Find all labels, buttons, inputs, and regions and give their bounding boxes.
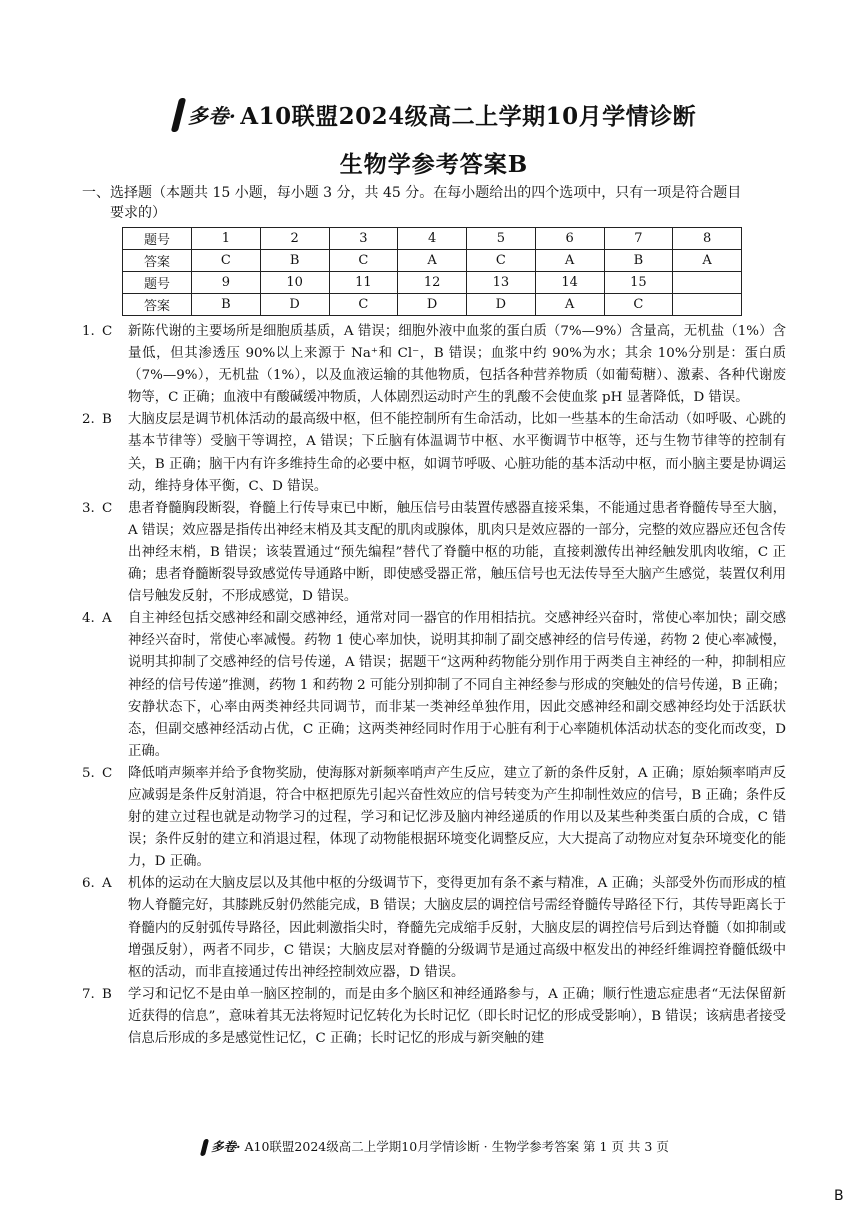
table-cell: 4 [398, 228, 467, 250]
list-item [82, 498, 786, 608]
item-explanation: 大脑皮层是调节机体活动的最高级中枢，但不能控制所有生命活动，比如一些基本的生命活动（如呼吸、心跳的基本节律等）受脑干等调控，A 错误；下丘脑有体温调节中枢、水平衡调节中枢等，还与生物节律等的控制有关，B 正确；脑干内有许多维持生命的必要中枢，如调节呼吸、心脏功能的基本活动中枢，而小脑主要是协调运动，维持身体平衡，C、D 错误。 [128, 412, 786, 494]
item-answer: C [102, 765, 113, 781]
table-cell: A [535, 294, 604, 316]
table-row [123, 228, 742, 250]
section-heading-line1: 一、选择题（本题共 15 小题，每小题 3 分，共 45 分。在每小题给出的四个选项中，只有一项是符合题目 [82, 185, 742, 201]
item-number: 4. [82, 611, 95, 627]
table-cell: 11 [329, 272, 398, 294]
row-label: 答案 [123, 294, 192, 316]
row-label: 题号 [123, 272, 192, 294]
table-cell: B [604, 250, 673, 272]
table-cell: B [192, 294, 261, 316]
item-explanation: 患者脊髓胸段断裂，脊髓上行传导束已中断，触压信号由装置传感器直接采集，不能通过患者脊髓传导至大脑，A 错误；效应器是指传出神经末梢及其支配的肌肉或腺体，肌肉只是效应器的一部分，完整的效应器应还包含传出神经末梢，B 错误；该装置通过“预先编程”替代了脊髓中枢的功能，直接刺激传出神经触发肌肉收缩，C 正确；患者脊髓断裂导致感觉传导通路中断，即使感受器正常，触压信号也无法传导至大脑产生感觉，装置仅利用信号触发反射，不形成感觉，D 错误。 [128, 500, 786, 605]
table-cell: A [398, 250, 467, 272]
table-cell: 8 [673, 228, 742, 250]
list-item [82, 608, 786, 763]
table-cell: A [673, 250, 742, 272]
table-cell: C [329, 294, 398, 316]
table-cell: D [260, 294, 329, 316]
item-number: 3. [82, 500, 95, 516]
list-item [82, 873, 786, 983]
table-cell: 12 [398, 272, 467, 294]
footer-brand: 多卷· [211, 1139, 241, 1154]
page-footer [0, 1137, 868, 1157]
item-number: 2. [82, 412, 95, 428]
table-row [123, 272, 742, 294]
table-cell: 2 [260, 228, 329, 250]
item-number: 7. [82, 986, 95, 1002]
table-row [123, 250, 742, 272]
table-cell: 7 [604, 228, 673, 250]
list-item [82, 409, 786, 497]
item-answer: B [102, 412, 112, 428]
explanation-list [82, 321, 786, 1050]
item-number: 5. [82, 765, 95, 781]
item-number: 6. [82, 876, 95, 892]
page-title [172, 96, 696, 132]
title-text: A10联盟2024级高二上学期10月学情诊断 [240, 102, 697, 130]
table-cell: 13 [467, 272, 536, 294]
footer-text: A10联盟2024级高二上学期10月学情诊断 · 生物学参考答案 第 1 页 共 3 页 [244, 1139, 669, 1154]
list-item [82, 984, 786, 1050]
item-explanation: 新陈代谢的主要场所是细胞质基质，A 错误；细胞外液中血浆的蛋白质（7%—9%）含量高，无机盐（1%）含量低，但其渗透压 90%以上来源于 Na⁺和 Cl⁻，B 错误；血浆中约 90%为水；其余 10%分别是：蛋白质（7%—9%），无机盐（1%），以及血液运输的其他物质，包括各种营养物质（如葡萄糖）、激素、各种代谢废物等，C 正确；血液中有酸碱缓冲物质，人体剧烈运动时产生的乳酸不会使血浆 pH 显著降低，D 错误。 [128, 324, 786, 406]
table-cell: 6 [535, 228, 604, 250]
item-explanation: 降低哨声频率并给予食物奖励，使海豚对新频率哨声产生反应，建立了新的条件反射，A 正确；原始频率哨声反应减弱是条件反射消退，符合中枢把原先引起兴奋性效应的信号转变为产生抑制性效应的信号，B 正确；条件反射的建立过程也就是动物学习的过程，学习和记忆涉及脑内神经递质的作用以及某些种类蛋白质的合成，C 错误；条件反射的建立和消退过程，体现了动物能根据环境变化调整反应，大大提高了动物应对复杂环境变化的能力，D 正确。 [128, 765, 786, 870]
item-explanation: 学习和记忆不是由单一脑区控制的，而是由多个脑区和神经通路参与，A 正确；顺行性遗忘症患者“无法保留新近获得的信息”，意味着其无法将短时记忆转化为长时记忆（即长时记忆的形成受影响），B 错误；该病患者接受信息后形成的多是感觉性记忆，C 正确；长时记忆的形成与新突触的建 [128, 986, 786, 1046]
item-number: 1. [82, 324, 95, 339]
table-cell: 15 [604, 272, 673, 294]
table-cell: C [192, 250, 261, 272]
table-cell: D [467, 294, 536, 316]
section-heading-line2: 要求的） [110, 205, 166, 221]
row-label: 题号 [123, 228, 192, 250]
item-answer: A [102, 876, 112, 892]
table-cell: B [260, 250, 329, 272]
page-subtitle: 生物学参考答案B [339, 151, 529, 178]
table-cell: A [535, 250, 604, 272]
row-label: 答案 [123, 250, 192, 272]
brand-name: 多卷· [187, 103, 237, 128]
version-letter: B [834, 1188, 844, 1204]
list-item [82, 321, 786, 409]
table-cell: C [329, 250, 398, 272]
table-cell: 3 [329, 228, 398, 250]
table-cell: 5 [467, 228, 536, 250]
section-heading [82, 183, 802, 223]
brand-logo-icon [199, 1139, 207, 1157]
table-cell: 9 [192, 272, 261, 294]
table-row [123, 294, 742, 316]
item-answer: C [102, 500, 113, 516]
item-explanation: 自主神经包括交感神经和副交感神经，通常对同一器官的作用相拮抗。交感神经兴奋时，常使心率加快；副交感神经兴奋时，常使心率减慢。药物 1 使心率加快，说明其抑制了副交感神经的信号传递，药物 2 使心率减慢，说明其抑制了交感神经的信号传递，A 错误；据题干“这两种药物能分别作用于两类自主神经的一种，抑制相应神经的信号传递”推测，药物 1 和药物 2 可能分别抑制了不同自主神经参与形成的突触处的信号传递，B 正确；安静状态下，心率由两类神经共同调节，而非某一类神经单独作用，因此交感神经和副交感神经均处于活跃状态，但副交感神经活动占优，C 正确；这两类神经同时作用于心脏有利于心率随机体活动状态的变化而改变，D 正确。 [128, 611, 786, 759]
table-cell: 10 [260, 272, 329, 294]
table-cell: C [604, 294, 673, 316]
table-cell: C [467, 250, 536, 272]
item-answer: B [102, 986, 112, 1002]
table-cell: D [398, 294, 467, 316]
table-cell [673, 272, 742, 294]
answer-table [122, 227, 742, 316]
item-answer: C [102, 324, 113, 339]
table-cell: 14 [535, 272, 604, 294]
item-explanation: 机体的运动在大脑皮层以及其他中枢的分级调节下，变得更加有条不紊与精准，A 正确；头部受外伤而形成的植物人脊髓完好，其膝跳反射仍然能完成，B 错误；大脑皮层的调控信号需经脊髓传导路径下行，其传导距离长于脊髓内的反射弧传导路径，因此刺激指尖时，脊髓先完成缩手反射，大脑皮层的调控信号后到达脊髓（如抑制或增强反射），两者不同步，C 错误；大脑皮层对脊髓的分级调节是通过高级中枢发出的神经纤维调控脊髓低级中枢的活动，而非直接通过传出神经控制效应器，D 错误。 [128, 876, 786, 980]
brand-logo-icon [172, 96, 184, 132]
table-cell: 1 [192, 228, 261, 250]
item-answer: A [102, 611, 112, 627]
page-header [0, 96, 868, 179]
list-item [82, 763, 786, 873]
table-cell [673, 294, 742, 316]
